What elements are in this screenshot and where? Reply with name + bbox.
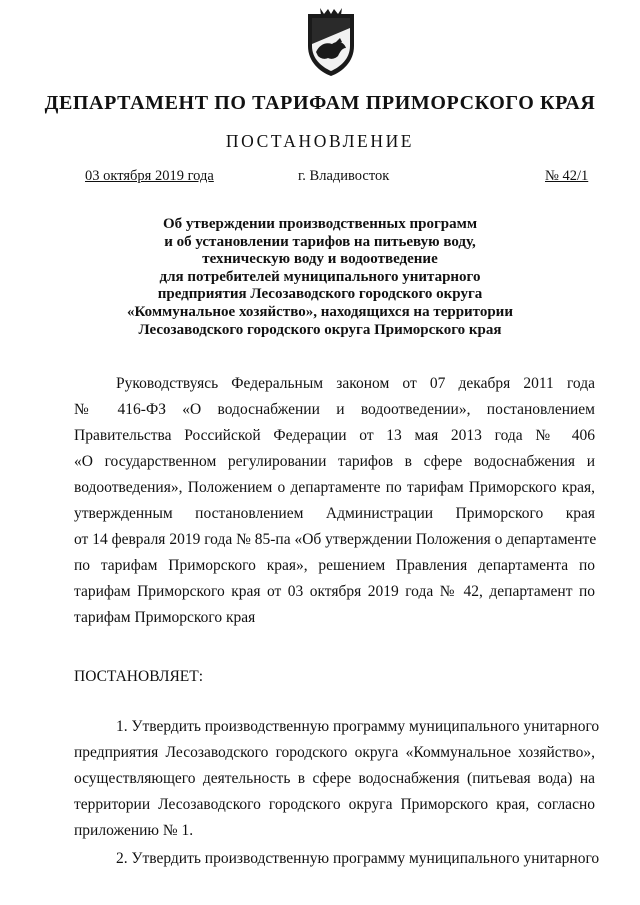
document-date: 03 октября 2019 года [85,168,214,184]
preamble-line: тарифам Приморского края от 03 октября 2019 года № 42, департамент по [74,583,595,600]
preamble-line: «О государственном регулировании тарифов в сфере водоснабжения и [74,453,595,470]
agency-name: ДЕПАРТАМЕНТ ПО ТАРИФАМ ПРИМОРСКОГО КРАЯ [44,92,596,114]
resolve-heading: ПОСТАНОВЛЯЕТ: [74,668,204,685]
preamble-line: по тарифам Приморского края», решением Правления департамента по [74,557,595,574]
title-line: Лесозаводского городского округа Приморского края [138,321,502,338]
title-line: и об установлении тарифов на питьевую воду, [164,233,476,250]
document-title [0,216,640,339]
document-number: № 42/1 [545,168,589,184]
title-line: техническую воду и водоотведение [202,251,438,268]
item-1-line: 1. Утвердить производственную программу муниципального унитарного [116,718,600,735]
item-1-line: приложению № 1. [74,822,194,839]
item-2-line: 2. Утвердить производственную программу муниципального унитарного [116,850,600,867]
item-1-line: осуществляющего деятельность в сфере водоснабжения (питьевая вода) на [74,770,595,787]
title-line: для потребителей муниципального унитарного [159,268,481,285]
preamble-line: Правительства Российской Федерации от 13 мая 2013 года № 406 [74,427,595,444]
preamble-line: тарифам Приморского края [74,609,256,626]
preamble-line: водоотведения», Положением о департаменте по тарифам Приморского края, [74,479,595,496]
item-1-line: территории Лесозаводского городского округа Приморского края, согласно [74,796,595,813]
preamble-line: от 14 февраля 2019 года № 85-па «Об утверждении Положения о департаменте [74,531,597,548]
preamble-line: № 416-ФЗ «О водоснабжении и водоотведении», постановлением [74,401,595,418]
item-1-line: предприятия Лесозаводского городского округа «Коммунальное хозяйство», [74,744,595,761]
preamble-line: утвержденным постановлением Администрации Приморского края [74,505,595,522]
coat-of-arms-icon [294,6,368,80]
document-city: г. Владивосток [298,168,390,184]
document-type: ПОСТАНОВЛЕНИЕ [225,131,415,151]
preamble-line: Руководствуясь Федеральным законом от 07 декабря 2011 года [116,375,595,392]
title-line: Об утверждении производственных программ [162,216,478,232]
title-line: предприятия Лесозаводского городского округа [157,286,483,303]
title-line: «Коммунальное хозяйство», находящихся на территории [127,303,513,320]
